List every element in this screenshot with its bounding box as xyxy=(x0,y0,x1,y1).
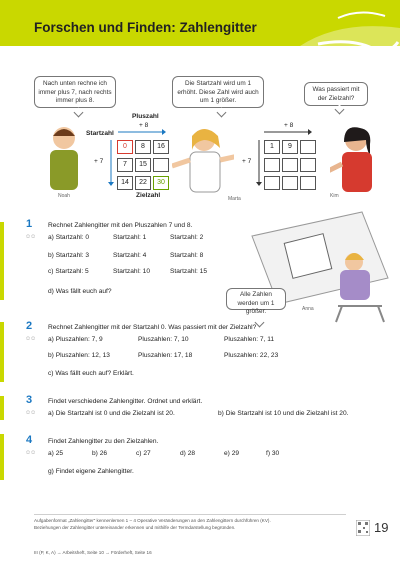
grid-right-cell xyxy=(282,158,298,172)
task4-number: 4 xyxy=(26,434,33,446)
margin-bar-task1 xyxy=(0,222,4,300)
task1-a3: Startzahl: 2 xyxy=(170,234,204,241)
task1-c2: Startzahl: 10 xyxy=(113,268,151,275)
task1-d: d) Was fällt euch auf? xyxy=(48,288,112,295)
label-pluszahl: Pluszahl xyxy=(132,113,159,120)
grid-left-cell: 0 xyxy=(117,140,133,154)
task2-b2: Pluszahlen: 17, 18 xyxy=(138,352,193,359)
margin-bar-task4 xyxy=(0,434,4,480)
task2-a3: Pluszahlen: 7, 11 xyxy=(224,336,275,343)
task2-c: c) Was fällt euch auf? Erklärt. xyxy=(48,370,134,377)
task1-number: 1 xyxy=(26,218,33,230)
footer-divider xyxy=(34,514,346,515)
name-anna: Anna xyxy=(302,306,314,312)
qr-code-icon xyxy=(356,520,370,536)
name-marta: Marta xyxy=(228,196,241,202)
grid-left-cell: 15 xyxy=(135,158,151,172)
task3-text: Findet verschiedene Zahlengitter. Ordnet und erklärt. xyxy=(48,398,203,405)
grid-left-cell: 14 xyxy=(117,176,133,190)
speech-bubble-noah xyxy=(34,76,116,108)
task1-b3: Startzahl: 8 xyxy=(170,252,204,259)
grid-left-cell: 8 xyxy=(135,140,151,154)
plus8-label-left: + 8 xyxy=(139,122,149,129)
label-zielzahl: Zielzahl xyxy=(136,192,161,199)
task3-a: a) Die Startzahl ist 0 und die Zielzahl ist 20. xyxy=(48,410,175,417)
footer-line3: III (P, K, A) → Arbeitsheft, Seite 10 → Förderheft, Seite 16 xyxy=(34,550,152,555)
kim-illustration xyxy=(330,126,380,198)
name-kim: Kim xyxy=(330,193,339,199)
plus7-label-right: + 7 xyxy=(242,158,252,165)
task4-d: d) 28 xyxy=(180,450,196,457)
task4-f: f) 30 xyxy=(266,450,280,457)
grid-right-cell xyxy=(264,176,280,190)
task4-g: g) Findet eigene Zahlengitter. xyxy=(48,468,134,475)
task2-b1: b) Pluszahlen: 12, 13 xyxy=(48,352,110,359)
task1-a1: a) Startzahl: 0 xyxy=(48,234,90,241)
task1-b2: Startzahl: 4 xyxy=(113,252,147,259)
task1-b1: b) Startzahl: 3 xyxy=(48,252,90,259)
label-startzahl: Startzahl xyxy=(86,130,114,137)
grid-left-cell: 16 xyxy=(153,140,169,154)
task3-b: b) Die Startzahl ist 10 und die Zielzahl ist 20. xyxy=(218,410,349,417)
grid-left-cell: 7 xyxy=(117,158,133,172)
task4-a: a) 25 xyxy=(48,450,64,457)
page-title: Forschen und Finden: Zahlengitter xyxy=(34,20,257,35)
task4-b: b) 26 xyxy=(92,450,108,457)
task2-text: Rechnet Zahlengitter mit der Startzahl 0. Was passiert mit der Zielzahl? xyxy=(48,324,257,331)
footer-line1: Aufgabenformat „Zahlengitter“ kennenlernen 1 – 4 Operative Veränderungen an den Zahlengittern durchführen (KV). xyxy=(34,518,271,523)
plus8-arrow-left xyxy=(116,129,166,135)
plus8-arrow-right xyxy=(262,129,312,135)
task3-number: 3 xyxy=(26,394,33,406)
partner-icon: ☺☺ xyxy=(25,234,36,240)
speech-bubble-anna xyxy=(226,288,286,315)
grid-right-cell xyxy=(300,176,316,190)
task2-number: 2 xyxy=(26,320,33,332)
noah-illustration xyxy=(40,124,90,196)
margin-bar-task2 xyxy=(0,322,4,382)
task2-a2: Pluszahlen: 7, 10 xyxy=(138,336,189,343)
grid-right-cell xyxy=(282,176,298,190)
bubble-kim-text: Was passiert mit der Zielzahl? xyxy=(312,86,360,102)
partner-icon: ☺☺ xyxy=(25,450,36,456)
grid-right-cell: 1 xyxy=(264,140,280,154)
plus8-label-right: + 8 xyxy=(284,122,294,129)
plus7-arrow-right xyxy=(256,140,262,186)
bubble-noah-text: Nach unten rechne ich immer plus 7, nach rechts immer plus 8. xyxy=(38,80,112,104)
grid-right-cell xyxy=(300,140,316,154)
task1-c3: Startzahl: 15 xyxy=(170,268,208,275)
partner-icon: ☺☺ xyxy=(25,336,36,342)
plus7-label-left: + 7 xyxy=(94,158,104,165)
task2-b3: Pluszahlen: 22, 23 xyxy=(224,352,279,359)
bubble-anna-text: Alle Zahlen werden um 1 größer. xyxy=(237,291,275,315)
bubble-marta-text: Die Startzahl wird um 1 erhöht. Diese Zahl wird auch um 1 größer. xyxy=(177,80,259,104)
grid-left-cell: 30 xyxy=(153,176,169,190)
task4-text: Findet Zahlengitter zu den Zielzahlen. xyxy=(48,438,159,445)
grid-left-cell xyxy=(153,158,169,172)
grid-right-cell: 9 xyxy=(282,140,298,154)
plus7-arrow-left xyxy=(108,140,114,186)
task4-c: c) 27 xyxy=(136,450,151,457)
speech-bubble-marta xyxy=(172,76,264,108)
task4-e: e) 29 xyxy=(224,450,240,457)
speech-bubble-kim xyxy=(304,82,368,106)
grid-left-cell: 22 xyxy=(135,176,151,190)
margin-bar-task3 xyxy=(0,396,4,420)
page-number: 19 xyxy=(374,520,389,535)
name-noah: Noah xyxy=(58,193,70,199)
task1-text: Rechnet Zahlengitter mit den Pluszahlen 7 und 8. xyxy=(48,222,193,229)
grid-right-cell xyxy=(264,158,280,172)
task2-a1: a) Pluszahlen: 7, 9 xyxy=(48,336,103,343)
task1-c1: c) Startzahl: 5 xyxy=(48,268,89,275)
grid-right-cell xyxy=(300,158,316,172)
footer-line2: Beziehungen der Zahlengitter untereinander erkennen und mithilfe der Termdarstellung begründen. xyxy=(34,525,236,530)
partner-icon: ☺☺ xyxy=(25,410,36,416)
marta-illustration xyxy=(172,126,234,198)
task1-a2: Startzahl: 1 xyxy=(113,234,147,241)
